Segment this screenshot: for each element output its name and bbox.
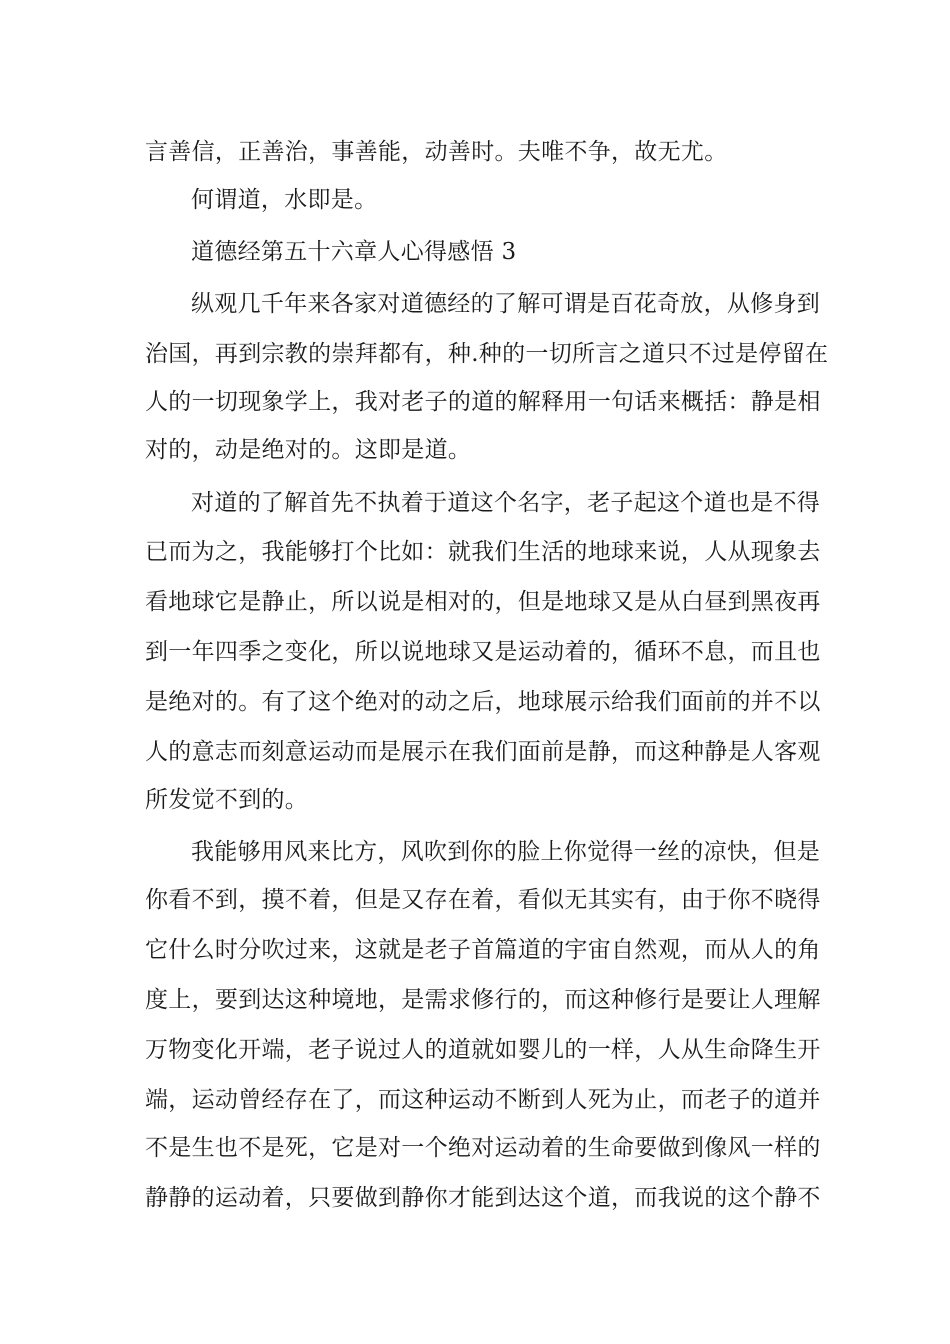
text-line: 不是生也不是死，它是对一个绝对运动着的生命要做到像风一样的 <box>145 1135 821 1161</box>
text-line: 到一年四季之变化，所以说地球又是运动着的，循环不息，而且也 <box>145 639 821 665</box>
text-line: 言善信，正善治，事善能，动善时。夫唯不争，故无尤。 <box>145 139 728 165</box>
text-line: 你看不到，摸不着，但是又存在着，看似无其实有，由于你不晓得 <box>145 887 821 913</box>
text-line: 度上，要到达这种境地，是需求修行的，而这种修行是要让人理解 <box>145 987 821 1013</box>
text-line: 静静的运动着，只要做到静你才能到达这个道，而我说的这个静不 <box>145 1185 821 1211</box>
text-line: 对的，动是绝对的。这即是道。 <box>145 437 472 463</box>
text-line: 人的意志而刻意运动而是展示在我们面前是静，而这种静是人客观 <box>145 739 821 765</box>
text-line: 我能够用风来比方，风吹到你的脸上你觉得一丝的凉快，但是 <box>191 839 821 865</box>
text-line: 人的一切现象学上，我对老子的道的解释用一句话来概括：静是相 <box>145 389 821 415</box>
text-line: 它什么时分吹过来，这就是老子首篇道的宇宙自然观，而从人的角 <box>145 937 821 963</box>
text-line: 万物变化开端，老子说过人的道就如婴儿的一样，人从生命降生开 <box>145 1037 821 1063</box>
text-line: 何谓道，水即是。 <box>191 187 378 213</box>
text-line: 所发觉不到的。 <box>145 787 309 813</box>
text-line: 治国，再到宗教的崇拜都有，种.种的一切所言之道只不过是停留在 <box>145 341 829 367</box>
text-line: 是绝对的。有了这个绝对的动之后，地球展示给我们面前的并不以 <box>145 689 821 715</box>
text-line: 端，运动曾经存在了，而这种运动不断到人死为止，而老子的道并 <box>145 1087 821 1113</box>
text-line: 对道的了解首先不执着于道这个名字，老子起这个道也是不得 <box>191 490 821 516</box>
text-line: 看地球它是静止，所以说是相对的，但是地球又是从白昼到黑夜再 <box>145 589 821 615</box>
text-line: 已而为之，我能够打个比如：就我们生活的地球来说，人从现象去 <box>145 539 821 565</box>
section-heading: 道德经第五十六章人心得感悟 3 <box>191 239 517 265</box>
text-line: 纵观几千年来各家对道德经的了解可谓是百花奇放，从修身到 <box>191 291 821 317</box>
